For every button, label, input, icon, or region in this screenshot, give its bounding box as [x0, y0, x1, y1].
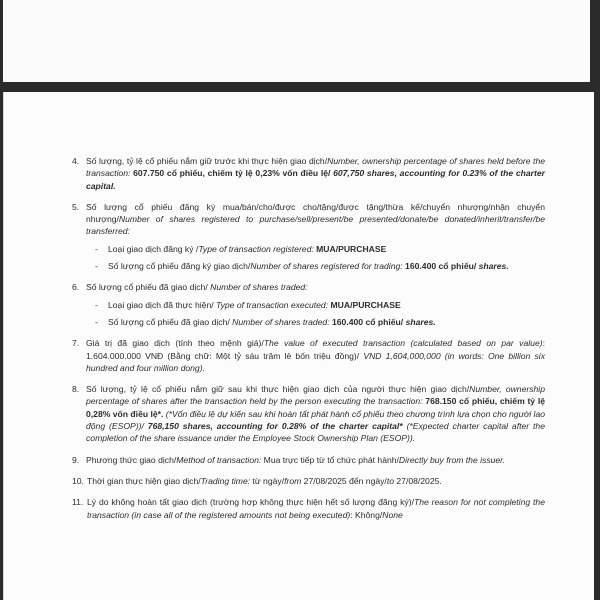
item-10: 10. Thời gian thực hiện giao dịch/Trading time: từ ngày/from 27/08/2025 đến ngày/to 27/08/2025.: [72, 475, 442, 486]
item-number: 11.: [72, 497, 84, 508]
bullet-shares-registered: - Số lượng cổ phiếu đăng ký giao dịch/Number of shares registered for trading: 160.400 cổ phiếu/ shares.: [95, 261, 509, 272]
item-number: 10.: [72, 475, 84, 486]
bullet-transaction-executed: - Loại giao dịch đã thực hiện/ Type of transaction executed: MUA/PURCHASE: [95, 299, 401, 310]
item-5: 5. Số lượng cổ phiếu đăng ký mua/bán/cho/được cho/tặng/được tặng/thừa kế/chuyển nhượng/nhận chuyển nhượng/Number of shares registered to purchase/sell/present/be presented/donate/be donated/inherit/transfer/be transferred: - Loại giao dịch đăng ký /Type of transaction registered: MUA/PURCHASE - Số lượng cổ phiếu đăng ký giao dịch/Number of shares registered for trading: 160.400 cổ phiếu/ shares.: [72, 201, 545, 272]
bullet-shares-traded: - Số lượng cổ phiếu đã giao dịch/ Number of shares traded: 160.400 cổ phiếu/ shares.: [95, 316, 436, 327]
item-number: 5.: [72, 201, 80, 212]
disclosure-content: [72, 155, 545, 530]
item-number: 9.: [72, 454, 80, 465]
document-page: [3, 92, 594, 600]
item-8: 8. Số lượng, tỷ lệ cổ phiếu nắm giữ sau khi thực hiện giao dịch của người thực hiện giao dịch/Number, ownership percentage of shares after the transaction held by the person executing the transaction: 768.150 cổ phiếu, chiếm tỷ lệ 0,28% vốn điều lệ*. (*Vốn điều lệ dự kiến sau khi hoàn tất phát hành cổ phiếu theo chương trình lựa chọn cho người lao động (ESOP))/ 768,150 shares, accounting for 0.28% of the charter capital* (*Expected charter capital after the completion of the share issuance under the Employee Stock Ownership Plan (ESOP)).: [72, 384, 545, 444]
item-4: 4. Số lượng, tỷ lệ cổ phiếu nắm giữ trước khi thực hiện giao dịch/Number, ownership percentage of shares held before the transaction: 607.750 cổ phiếu, chiếm tỷ lệ 0,23% vốn điều lệ/ 607,750 shares, accounting for 0.23% of the charter capital.: [72, 156, 546, 191]
item-7: 7. Giá trị đã giao dịch (tính theo mệnh giá)/The value of executed transaction (calculated based on par value): 1.604.000.000 VNĐ (Bằng chữ: Một tỷ sáu trăm lẻ bốn triệu đồng)/ VND 1,604,000,000 (in words: One billion six hundred and four million dong).: [72, 338, 545, 373]
item-9: 9. Phương thức giao dịch/Method of transaction: Mua trực tiếp từ tổ chức phát hành/Directly buy from the issuer.: [72, 454, 506, 465]
item-6: 6. Số lượng cổ phiếu đã giao dịch/ Number of shares traded: - Loại giao dịch đã thực hiện/ Type of transaction executed: MUA/PURCHASE - Số lượng cổ phiếu đã giao dịch/ Number of shares traded: 160.400 cổ phiếu/ shares.: [72, 281, 545, 328]
bullet-transaction-type: - Loại giao dịch đăng ký /Type of transaction registered: MUA/PURCHASE: [95, 243, 387, 254]
item-number: 6.: [72, 282, 80, 293]
item-11: 11. Lý do không hoàn tất giao dịch (trường hợp không thực hiện hết số lượng đăng ký)/The reason for not completing the transaction (in case all of the registered amounts not being executed): Không/None: [72, 497, 545, 520]
previous-page-fragment: [3, 0, 590, 82]
item-number: 8.: [72, 384, 80, 395]
item-number: 4.: [72, 156, 80, 166]
item-number: 7.: [72, 338, 80, 349]
